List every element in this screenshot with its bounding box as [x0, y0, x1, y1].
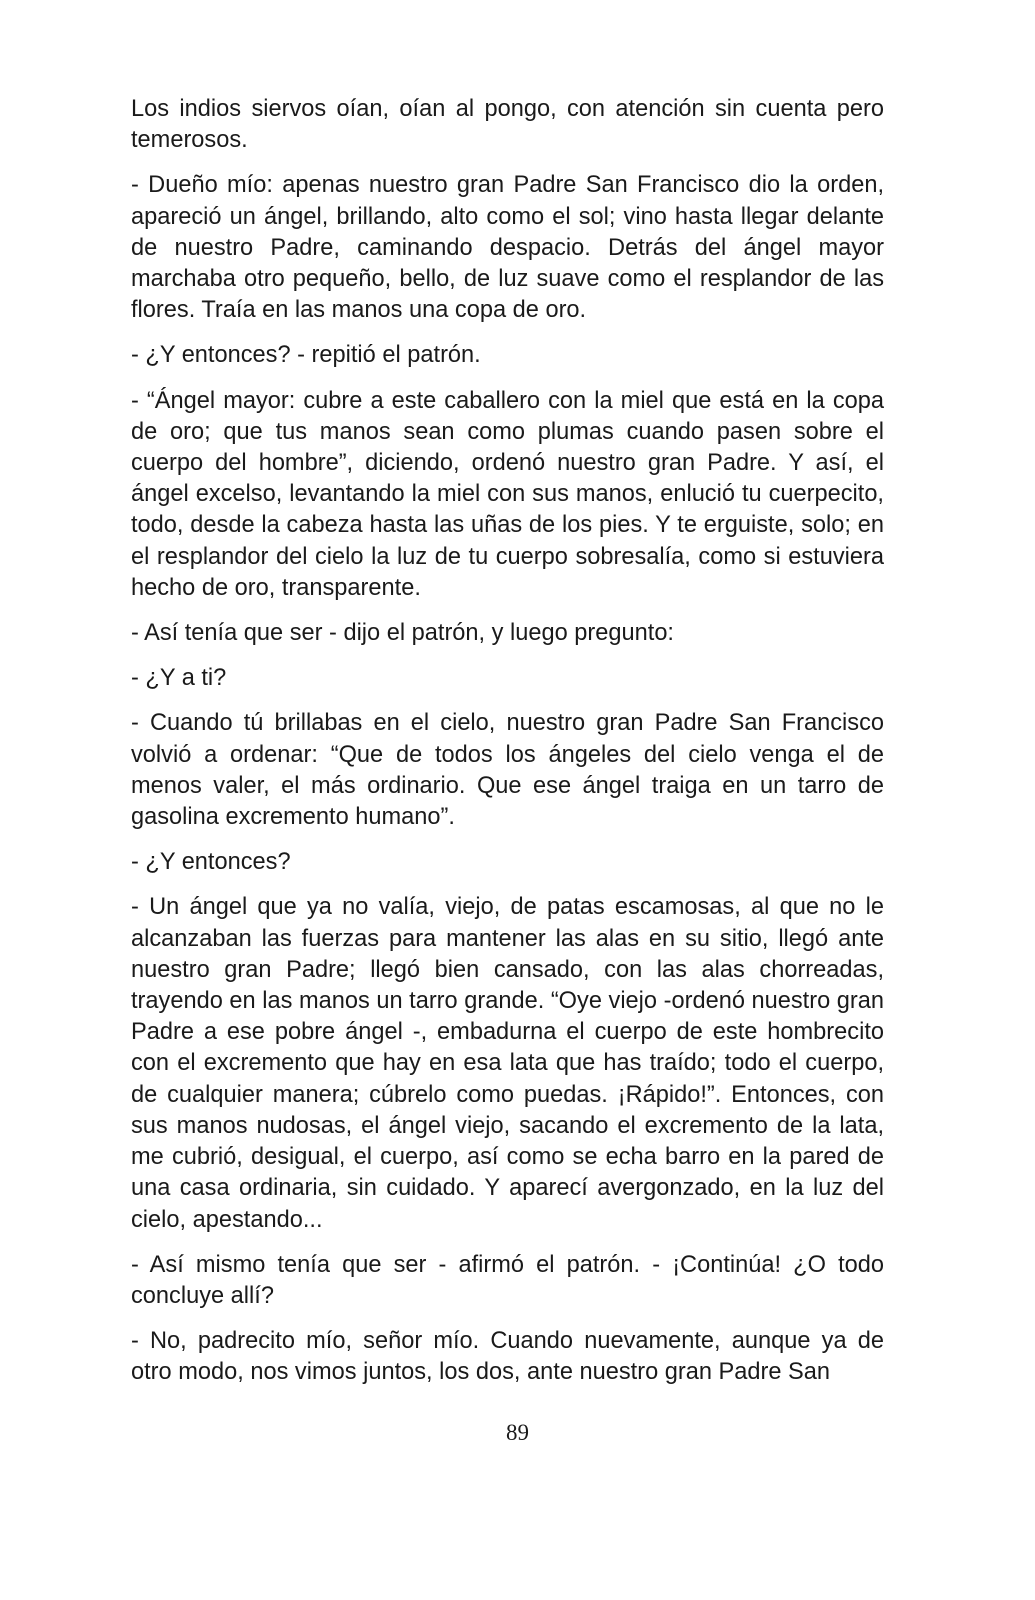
paragraph: - “Ángel mayor: cubre a este caballero con la miel que está en la copa de oro; que tus manos sean como plumas cuando pasen sobre el cuerpo del hombre”, diciendo, ordenó nuestro gran Padre. Y así, el ángel excelso, levantando la miel con sus manos, enlució tu cuerpecito, todo, desde la cabeza hasta las uñas de los pies. Y te erguiste, solo; en el resplandor del cielo la luz de tu cuerpo sobresalía, como si estuviera hecho de oro, transparente. — [131, 387, 884, 601]
paragraph: - Cuando tú brillabas en el cielo, nuestro gran Padre San Francisco volvió a ordenar: “Que de todos los ángeles del cielo venga el de menos valer, el más ordinario. Que ese ángel traiga en un tarro de gasolina excremento humano”. — [131, 710, 884, 831]
paragraph: - No, padrecito mío, señor mío. Cuando nuevamente, aunque ya de otro modo, nos vimos juntos, los dos, ante nuestro gran Padre San — [131, 1328, 884, 1386]
paragraph: - Así tenía que ser - dijo el patrón, y luego pregunto: — [131, 620, 674, 647]
paragraph: Los indios siervos oían, oían al pongo, con atención sin cuenta pero temerosos. — [131, 96, 884, 154]
paragraph: - Dueño mío: apenas nuestro gran Padre San Francisco dio la orden, apareció un ángel, brillando, alto como el sol; vino hasta llegar delante de nuestro Padre, caminando despacio. Detrás del ángel mayor marchaba otro pequeño, bello, de luz suave como el resplandor de las flores. Traía en las manos una copa de oro. — [131, 172, 884, 324]
paragraph: - ¿Y entonces? — [131, 849, 291, 876]
page-number: 89 — [506, 1420, 529, 1445]
paragraph: - Así mismo tenía que ser - afirmó el patrón. - ¡Continúa! ¿O todo concluye allí? — [131, 1251, 884, 1309]
paragraph: - ¿Y a ti? — [131, 665, 227, 692]
page-body — [131, 94, 884, 1403]
paragraph: - ¿Y entonces? - repitió el patrón. — [131, 342, 481, 369]
paragraph: - Un ángel que ya no valía, viejo, de patas escamosas, al que no le alcanzaban las fuerzas para mantener las alas en su sitio, llegó ante nuestro gran Padre; llegó bien cansado, con las alas chorreadas, trayendo en las manos un tarro grande. “Oye viejo -ordenó nuestro gran Padre a ese pobre ángel -, embadurna el cuerpo de este hombrecito con el excremento que hay en esa lata que has traído; todo el cuerpo, de cualquier manera; cúbrelo como puedas. ¡Rápido!”. Entonces, con sus manos nudosas, el ángel viejo, sacando el excremento de la lata, me cubrió, desigual, el cuerpo, así como se echa barro en la pared de una casa ordinaria, sin cuidado. Y aparecí avergonzado, en la luz del cielo, apestando... — [131, 894, 884, 1233]
